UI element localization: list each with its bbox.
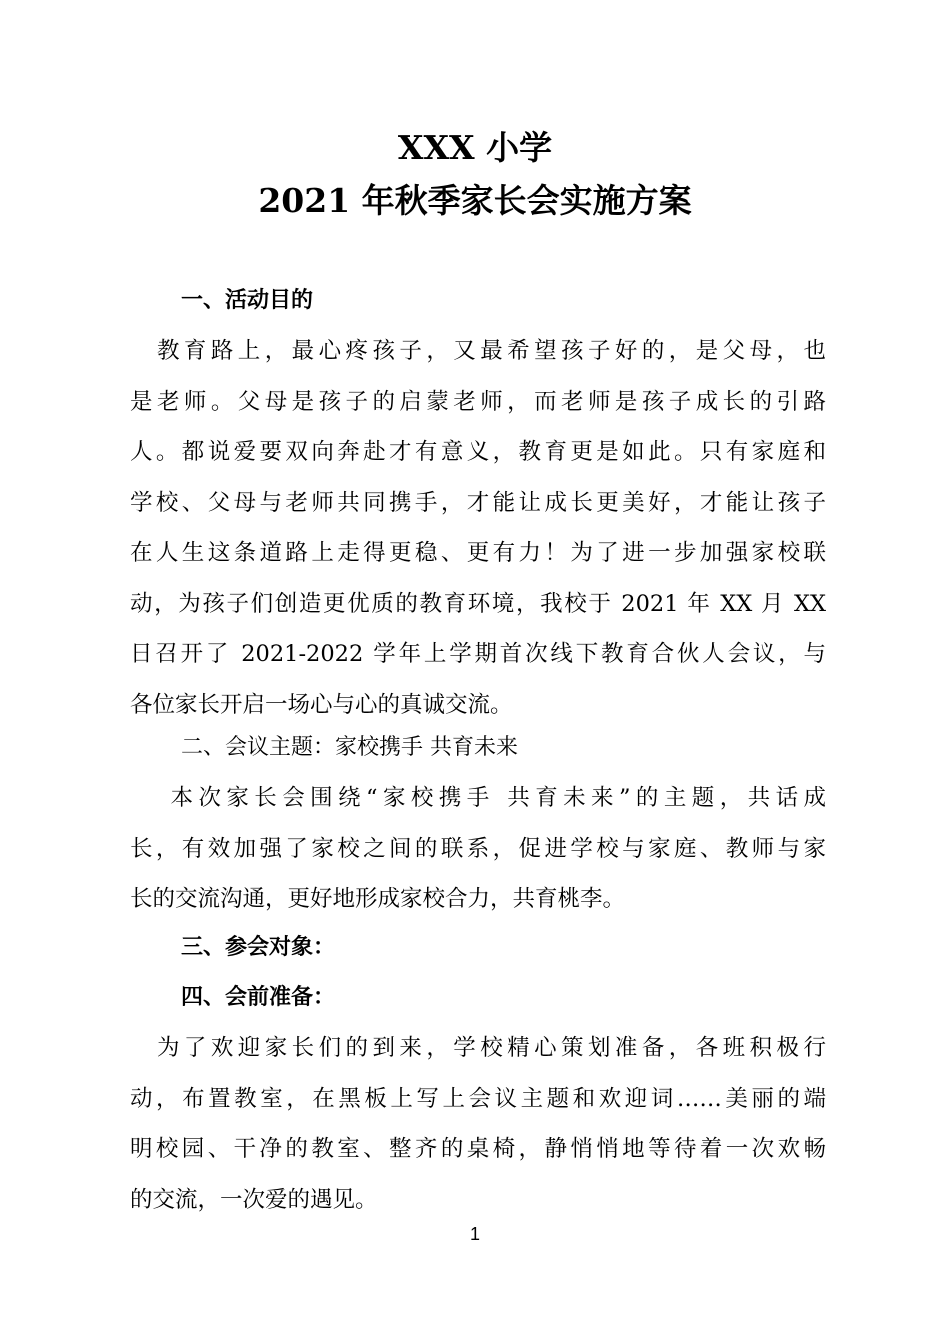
paragraph-line: 本次家长会围绕“家校携手 共育未来”的主题，共话成 [130, 785, 826, 811]
page-number: 1 [469, 1224, 480, 1244]
section-heading-preparation: 四、会前准备： [181, 985, 336, 1010]
paragraph-line: 为了欢迎家长们的到来，学校精心策划准备，各班积极行 [130, 1035, 826, 1061]
paragraph-line: 教育路上，最心疼孩子，又最希望孩子好的，是父母，也 [130, 338, 826, 364]
paragraph-line: 长的交流沟通，更好地形成家校合力，共育桃李。 [130, 886, 626, 912]
paragraph-line: 人。都说爱要双向奔赴才有意义，教育更是如此。只有家庭和 [130, 439, 826, 465]
document-title-plan: 2021 年秋季家长会实施方案 [258, 181, 692, 220]
paragraph-line: 明校园、干净的教室、整齐的桌椅，静悄悄地等待着一次欢畅 [130, 1136, 826, 1162]
paragraph-line: 日召开了 2021-2022 学年上学期首次线下教育合伙人会议，与 [130, 641, 826, 667]
paragraph-line: 的交流，一次爱的遇见。 [130, 1186, 378, 1213]
paragraph-theme [130, 773, 826, 925]
paragraph-preparation [130, 1023, 826, 1225]
paragraph-line: 各位家长开启一场心与心的真诚交流。 [130, 691, 513, 718]
section-heading-theme: 二、会议主题：家校携手 共育未来 [181, 735, 518, 760]
section-heading-participants: 三、参会对象： [181, 935, 336, 960]
document-title-school: XXX 小学 [397, 128, 553, 167]
paragraph-line: 在人生这条道路上走得更稳、更有力！为了进一步加强家校联 [130, 540, 826, 566]
paragraph-purpose [130, 326, 826, 730]
paragraph-line: 动，为孩子们创造更优质的教育环境，我校于 2021 年 XX 月 XX [130, 590, 826, 617]
paragraph-line: 是老师。父母是孩子的启蒙老师，而老师是孩子成长的引路 [130, 388, 826, 415]
paragraph-line: 学校、父母与老师共同携手，才能让成长更美好，才能让孩子 [130, 489, 826, 516]
section-heading-purpose: 一、活动目的 [181, 288, 314, 313]
paragraph-line: 长，有效加强了家校之间的联系，促进学校与家庭、教师与家 [130, 835, 826, 862]
paragraph-line: 动，布置教室，在黑板上写上会议主题和欢迎词……美丽的端 [130, 1085, 826, 1112]
